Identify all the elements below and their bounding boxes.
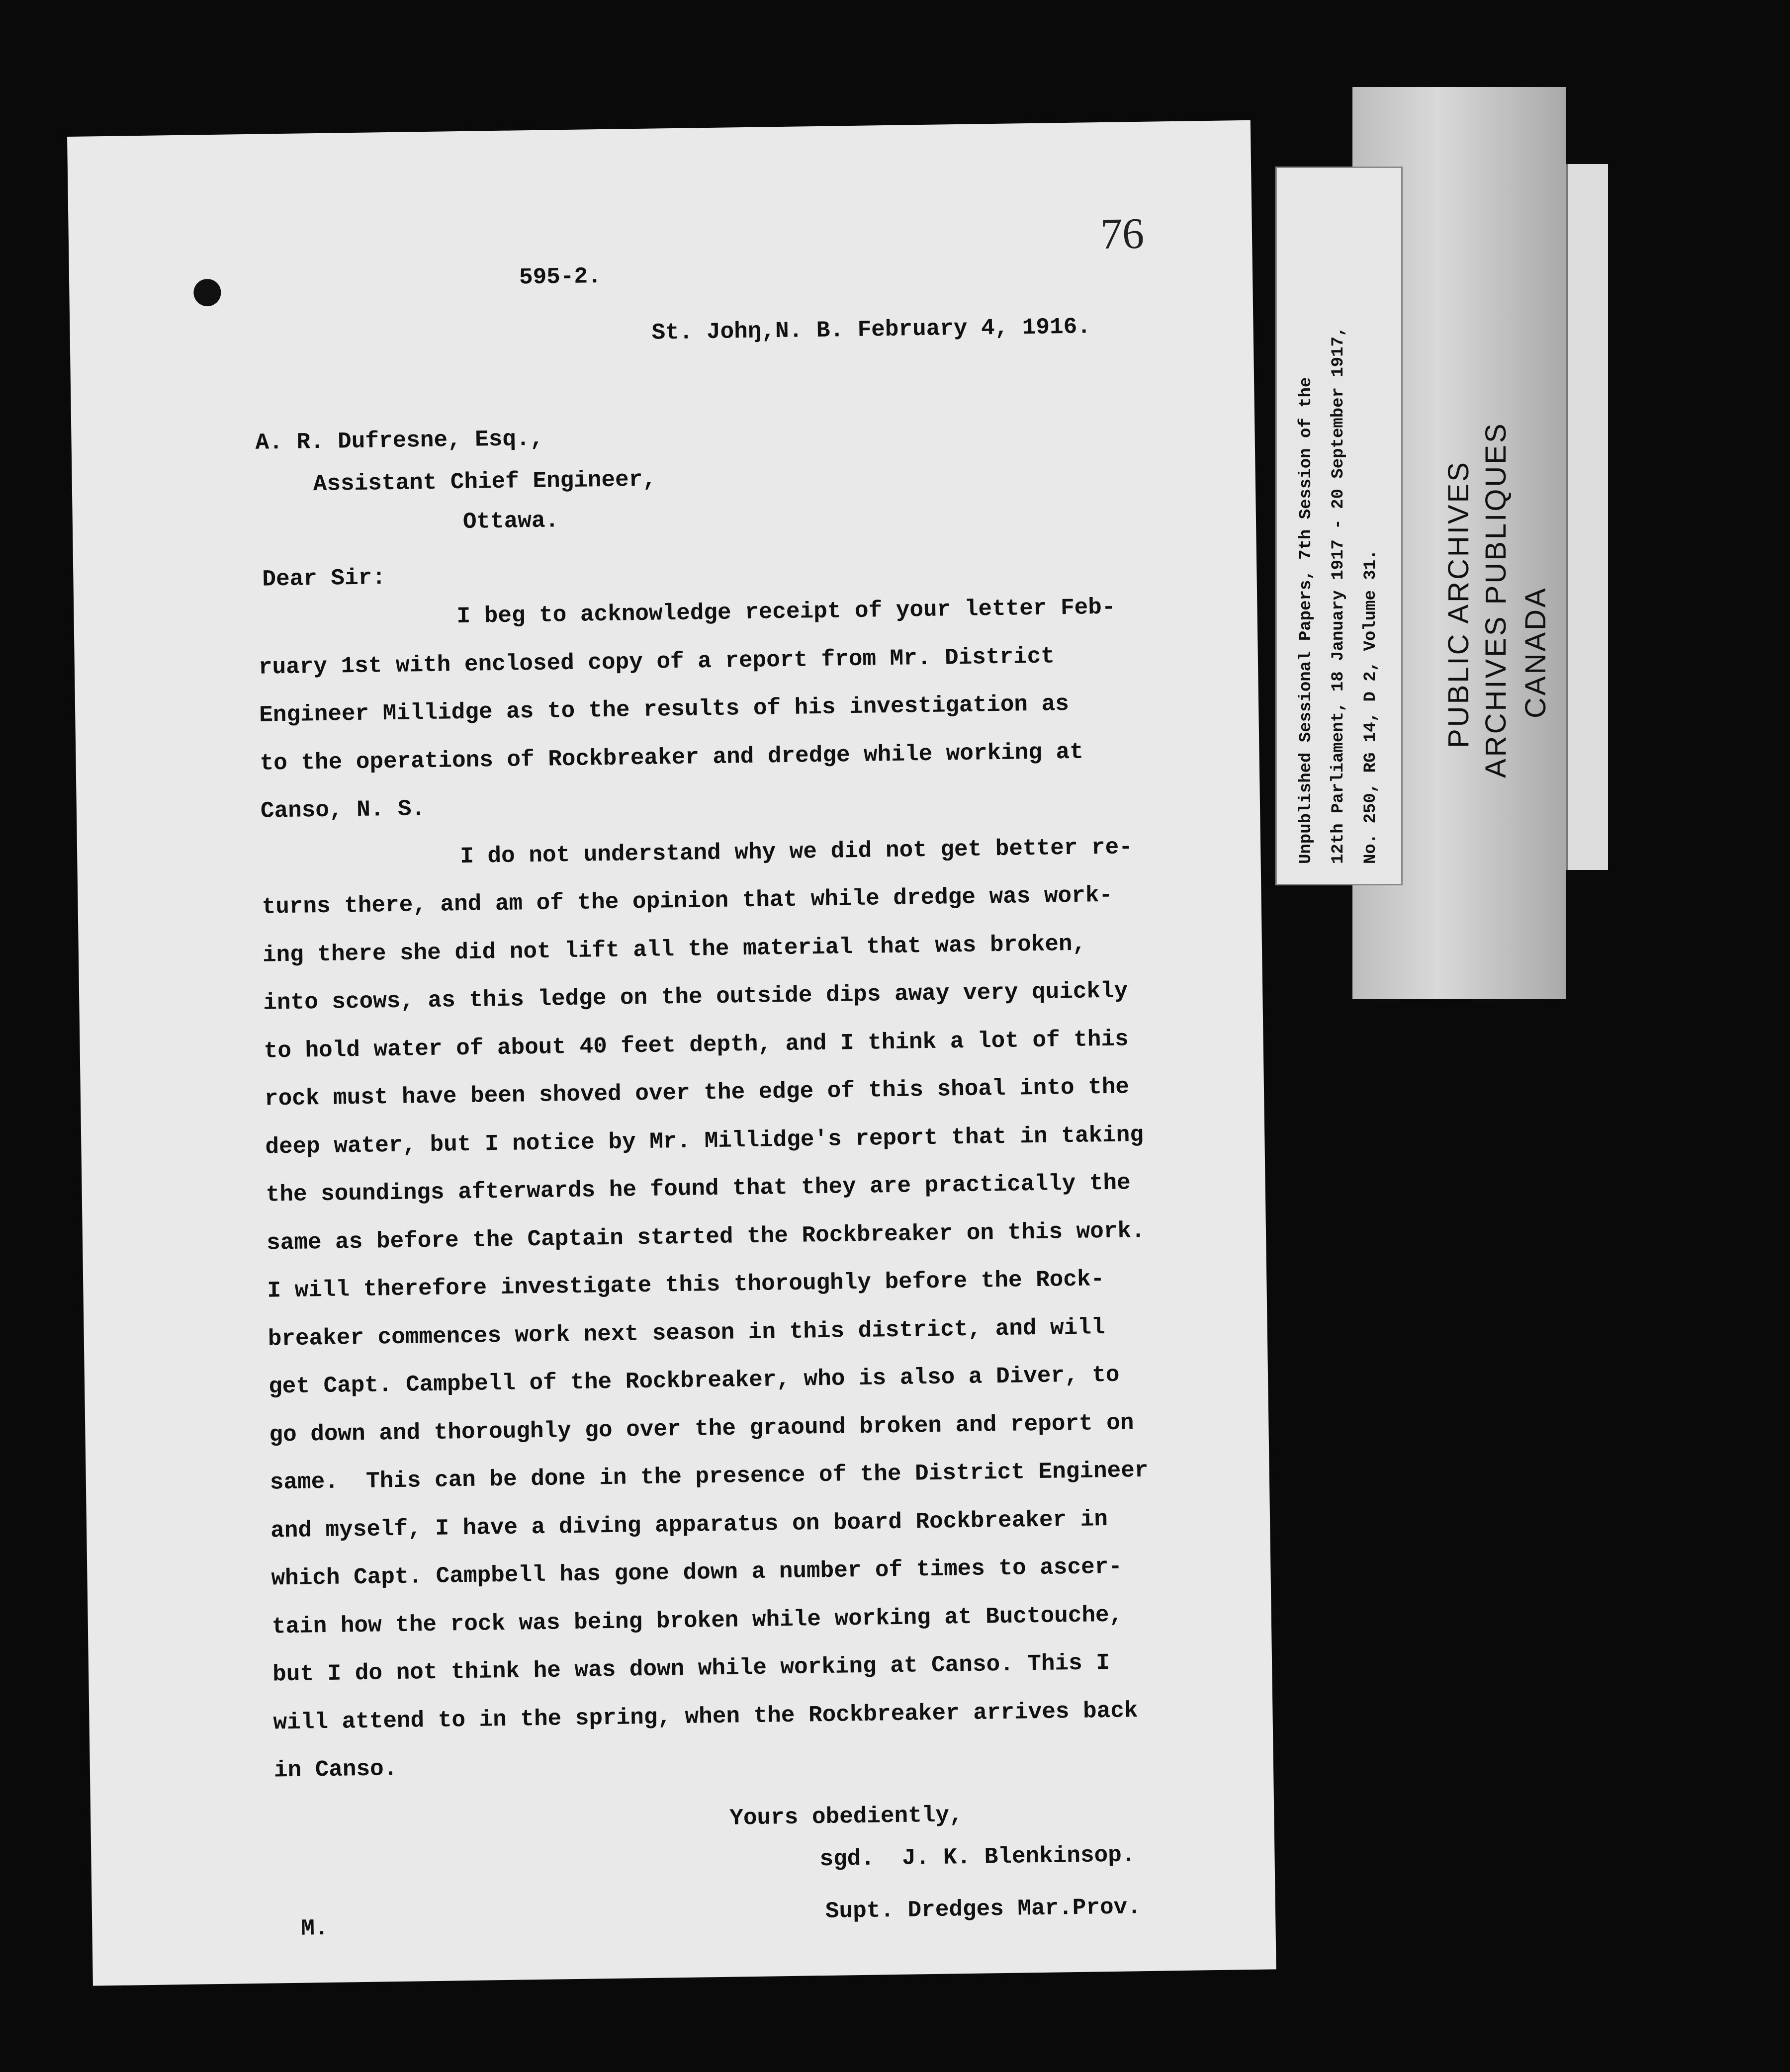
addressee-name: A. R. Dufresne, Esq., bbox=[255, 426, 544, 456]
body-line: rock must have been shoved over the edge of this shoal into the bbox=[264, 1074, 1130, 1112]
file-number: 595-2. bbox=[519, 263, 602, 291]
body-line: which Capt. Campbell has gone down a number of times to ascer- bbox=[271, 1554, 1123, 1592]
body-line: into scows, as this ledge on the outside dips away very quickly bbox=[263, 978, 1128, 1016]
body-line: will attend to in the spring, when the Rockbreaker arrives back bbox=[273, 1697, 1138, 1736]
addressee-title: Assistant Chief Engineer, bbox=[313, 466, 657, 498]
place-date: St. Johŋ,N. B. February 4, 1916. bbox=[651, 314, 1091, 346]
body-line: tain how the rock was being broken while working at Buctouche, bbox=[271, 1602, 1123, 1640]
letter-page bbox=[67, 120, 1276, 1986]
body-line: the soundings afterwards he found that they are practically the bbox=[266, 1170, 1131, 1208]
body-line: breaker commences work next season in this district, and will bbox=[268, 1314, 1105, 1352]
body-line: I do not understand why we did not get better re- bbox=[459, 834, 1133, 869]
body-line: to hold water of about 40 feet depth, and I think a lot of this bbox=[264, 1026, 1129, 1064]
archive-folder-edge bbox=[1566, 164, 1608, 870]
body-line: Canso, N. S. bbox=[260, 796, 426, 824]
archive-label-line-3: No. 250, RG 14, D 2, Volume 31. bbox=[1361, 549, 1380, 864]
signature-title: Supt. Dredges Mar.Prov. bbox=[825, 1894, 1142, 1925]
body-line: and myself, I have a diving apparatus on board Rockbreaker in bbox=[270, 1506, 1108, 1544]
body-line: Engineer Millidge as to the results of his investigation as bbox=[259, 691, 1070, 728]
signature: sgd. J. K. Blenkinsop. bbox=[819, 1842, 1136, 1873]
body-line: get Capt. Campbell of the Rockbreaker, who is also a Diver, to bbox=[268, 1362, 1120, 1400]
archive-label-line-1: Unpublished Sessional Papers, 7th Session of the bbox=[1297, 377, 1316, 864]
archive-label bbox=[1275, 167, 1403, 885]
body-line: go down and thoroughly go over the graound broken and report on bbox=[269, 1409, 1134, 1448]
body-line: same. This can be done in the presence of the District Engineer bbox=[269, 1457, 1149, 1496]
body-line: turns there, and am of the opinion that while dredge was work- bbox=[262, 882, 1113, 920]
body-line: I beg to acknowledge receipt of your letter Feb- bbox=[456, 594, 1116, 630]
archive-label-line-2: 12th Parliament, 18 January 1917 - 20 September 1917, bbox=[1329, 326, 1348, 864]
addressee-city: Ottawa. bbox=[462, 508, 559, 535]
initial: M. bbox=[301, 1915, 329, 1942]
body-line: in Canso. bbox=[273, 1756, 398, 1784]
salutation: Dear Sir: bbox=[262, 565, 386, 593]
archive-stamp-line-1: PUBLIC ARCHIVES bbox=[1442, 460, 1475, 748]
body-line: deep water, but I notice by Mr. Millidge's report that in taking bbox=[265, 1122, 1144, 1160]
body-line: same as before the Captain started the Rockbreaker on this work. bbox=[266, 1217, 1145, 1256]
body-line: I will therefore investigate this thoroughly before the Rock- bbox=[267, 1266, 1105, 1304]
body-line: ruary 1st with enclosed copy of a report from Mr. District bbox=[258, 643, 1055, 681]
archive-stamp-line-3: CANADA bbox=[1520, 586, 1552, 718]
body-line: but I do not think he was down while working at Canso. This I bbox=[272, 1650, 1110, 1688]
closing: Yours obediently, bbox=[729, 1802, 963, 1831]
page-number: 76 bbox=[1100, 209, 1145, 259]
punch-hole bbox=[193, 279, 221, 307]
archive-stamp-line-2: ARCHIVES PUBLIQUES bbox=[1480, 422, 1512, 778]
body-line: to the operations of Rockbreaker and dredge while working at bbox=[260, 739, 1084, 777]
body-line: ing there she did not lift all the material that was broken, bbox=[262, 931, 1086, 968]
